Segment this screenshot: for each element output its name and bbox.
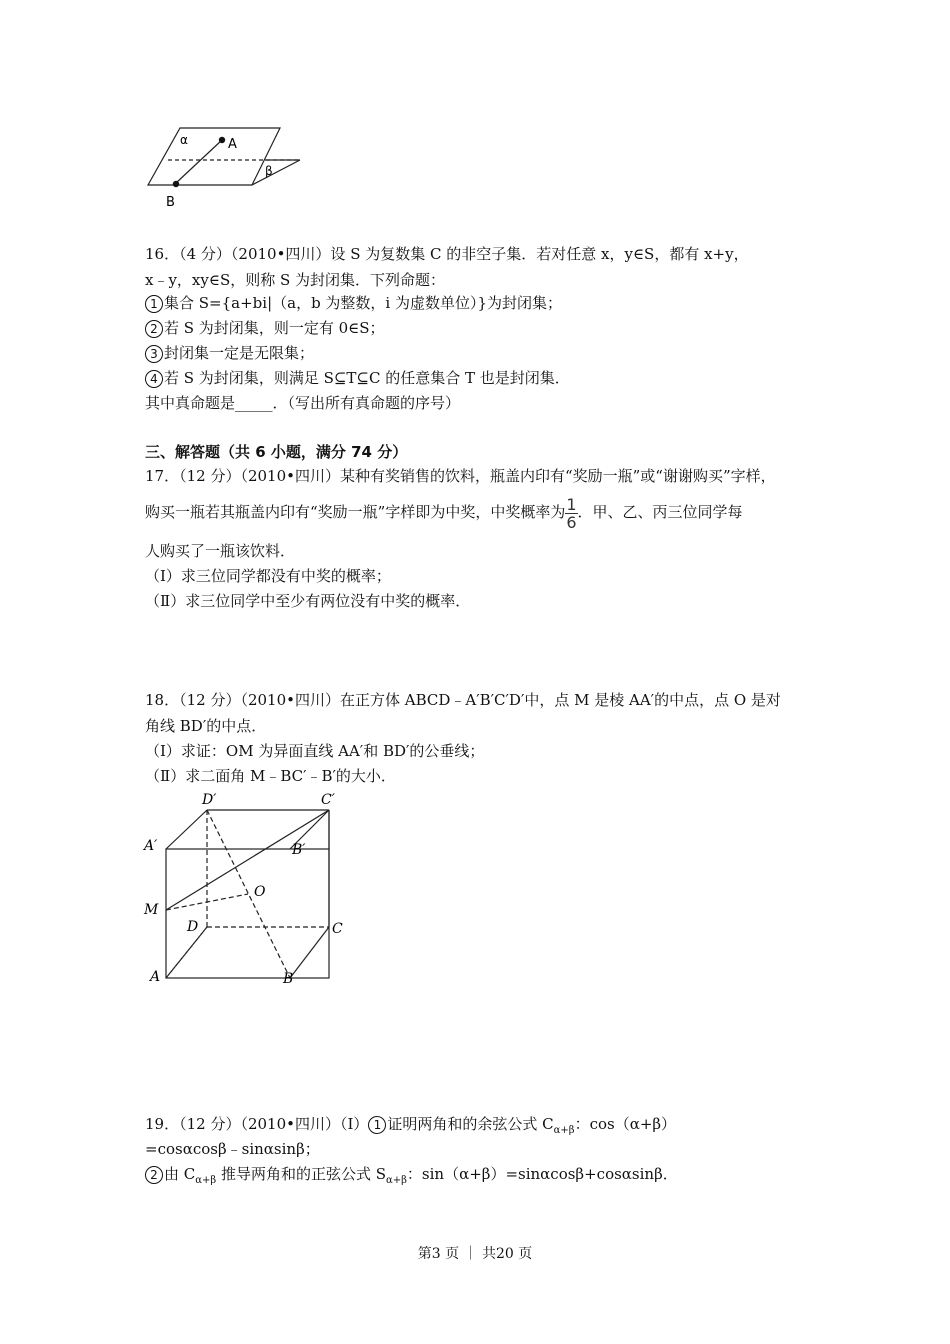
q16-line2: x﹣y，xy∈S，则称 S 为封闭集．下列命题： <box>145 271 446 289</box>
label-Dp: D′ <box>202 792 217 808</box>
q19-line1-pre: 19．（12 分）（2010•四川）（Ⅰ） <box>145 1115 369 1133</box>
q17-line1: 17．（12 分）（2010•四川）某种有奖销售的饮料，瓶盖内印有“奖励一瓶”或“谢谢购买”字样， <box>145 467 776 485</box>
q19-line3-b: 推导两角和的正弦公式 S <box>216 1165 386 1183</box>
q19-line1 <box>145 1114 676 1141</box>
q18-part1: （Ⅰ）求证：OM 为异面直线 AA′和 BD′的公垂线； <box>145 742 485 760</box>
circled-number: 2 <box>145 320 163 338</box>
label-beta: β <box>265 164 273 178</box>
circled-number: 3 <box>145 345 163 363</box>
cube-figure <box>140 788 360 988</box>
label-D: D <box>187 919 199 935</box>
planes-figure <box>140 120 310 215</box>
q17-line2-pre: 购买一瓶若其瓶盖内印有“奖励一瓶”字样即为中奖，中奖概率为 <box>145 503 566 521</box>
q16-line1: 16．（4 分）（2010•四川）设 S 为复数集 C 的非空子集．若对任意 x，y∈S，都有 x+y， <box>145 245 749 263</box>
q18-line1: 18．（12 分）（2010•四川）在正方体 ABCD﹣A′B′C′D′中，点 M 是棱 AA′的中点，点 O 是对 <box>145 691 781 709</box>
label-A: A <box>150 969 161 985</box>
fraction <box>565 496 577 531</box>
q16-item-text: 若 S 为封闭集，则满足 S⊆T⊆C 的任意集合 T 也是封闭集． <box>164 369 570 387</box>
q17-part1: （Ⅰ）求三位同学都没有中奖的概率； <box>145 567 391 585</box>
q16-item-1 <box>145 293 562 313</box>
label-O: O <box>254 884 266 900</box>
q16-last: 其中真命题是_____．（写出所有真命题的序号） <box>145 394 461 412</box>
q19-line3-a: 由 C <box>164 1165 196 1183</box>
page-footer: 第3 页 ｜ 共20 页 <box>417 1246 533 1262</box>
q17-part2: （Ⅱ）求三位同学中至少有两位没有中奖的概率． <box>145 592 471 610</box>
q19-line2: =cosαcosβ﹣sinαsinβ； <box>145 1140 320 1158</box>
q19-line1-text: 证明两角和的余弦公式 C <box>387 1115 554 1133</box>
q16-item-text: 集合 S={a+bi|（a，b 为整数，i 为虚数单位）}为封闭集； <box>164 294 563 312</box>
label-alpha: α <box>180 133 188 147</box>
label-C: C <box>332 921 343 937</box>
q16-item-text: 封闭集一定是无限集； <box>164 344 315 362</box>
section-title: 三、解答题（共 6 小题，满分 74 分） <box>145 443 408 461</box>
q16-item-2 <box>145 318 385 338</box>
q16-item-3 <box>145 343 314 363</box>
subscript: α+β <box>195 1175 217 1186</box>
circled-number: 1 <box>145 295 163 313</box>
label-Bp: B′ <box>292 842 306 858</box>
label-B: B <box>166 195 175 210</box>
q16-item-4 <box>145 368 570 388</box>
q18-part2: （Ⅱ）求二面角 M﹣BC′﹣B′的大小． <box>145 767 396 785</box>
label-A: A <box>228 137 237 152</box>
q17-line2-post: ．甲、乙、丙三位同学每 <box>577 503 743 521</box>
q19-line3 <box>145 1164 678 1191</box>
q16-item-text: 若 S 为封闭集，则一定有 0∈S； <box>164 319 385 337</box>
q19-line3-c: ：sin（α+β）=sinαcosβ+cosαsinβ． <box>406 1165 678 1183</box>
fraction-denominator: 6 <box>566 512 577 532</box>
label-M: M <box>144 902 159 918</box>
q17-line2 <box>145 494 743 531</box>
q17-line3: 人购买了一瓶该饮料． <box>145 542 296 560</box>
subscript: α+β <box>386 1175 407 1186</box>
fraction-numerator: 1 <box>566 494 577 514</box>
label-B: B <box>283 971 294 987</box>
circled-number: 4 <box>145 370 163 388</box>
circled-number: 1 <box>368 1116 386 1134</box>
label-Cp: C′ <box>321 792 335 808</box>
subscript: α+β <box>553 1125 575 1136</box>
label-Ap: A′ <box>144 838 158 854</box>
q18-line2: 角线 BD′的中点． <box>145 717 267 735</box>
q19-line1-post: ：cos（α+β） <box>574 1115 677 1133</box>
circled-number: 2 <box>145 1166 163 1184</box>
